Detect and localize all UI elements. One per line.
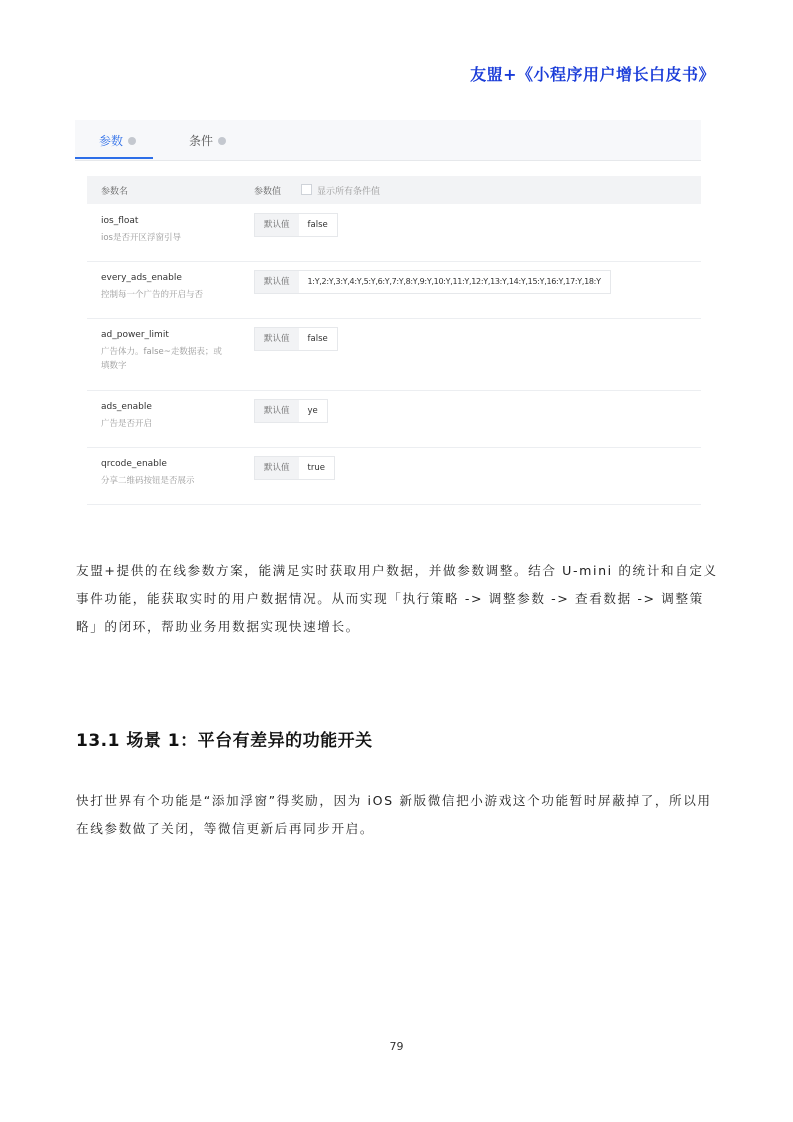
param-name: ad_power_limit bbox=[101, 330, 169, 340]
document-header-title: 友盟+《小程序用户增长白皮书》 bbox=[470, 65, 715, 84]
column-param-value: 参数值 bbox=[254, 187, 282, 197]
param-value-field[interactable] bbox=[254, 399, 328, 423]
default-tag: 默认值 bbox=[255, 457, 299, 479]
section-heading: 13.1 场景 1：平台有差异的功能开关 bbox=[76, 731, 373, 751]
default-tag: 默认值 bbox=[255, 400, 299, 422]
param-description: 分享二维码按钮是否展示 bbox=[101, 476, 195, 486]
param-name: every_ads_enable bbox=[101, 273, 182, 283]
param-description: 广告体力。false~走数据表；或填数字 bbox=[101, 347, 222, 371]
table-row bbox=[87, 318, 701, 391]
page-number: 79 bbox=[389, 1040, 404, 1053]
tab-params-label: 参数 bbox=[99, 134, 124, 148]
default-tag: 默认值 bbox=[255, 328, 299, 350]
table-row bbox=[87, 390, 701, 448]
info-icon bbox=[128, 137, 136, 145]
param-value-field[interactable] bbox=[254, 213, 338, 237]
table-row bbox=[87, 447, 701, 505]
table-header bbox=[87, 176, 701, 204]
column-param-name: 参数名 bbox=[101, 187, 129, 197]
param-name: ios_float bbox=[101, 216, 139, 226]
param-description: 控制每一个广告的开启与否 bbox=[101, 290, 204, 300]
param-value: true bbox=[299, 457, 334, 479]
param-description: ios是否开区浮窗引导 bbox=[101, 233, 181, 243]
table-row bbox=[87, 261, 701, 319]
param-value-field[interactable] bbox=[254, 270, 611, 294]
intro-paragraph: 友盟+提供的在线参数方案，能满足实时获取用户数据，并做参数调整。结合 U-mini 的统计和自定义事件功能，能获取实时的用户数据情况。从而实现「执行策略 -> 调整参数 -> 查看数据 -> 调整策略」的闭环，帮助业务用数据实现快速增长。 bbox=[76, 563, 718, 634]
info-icon bbox=[218, 137, 226, 145]
param-value: false bbox=[299, 328, 337, 350]
default-tag: 默认值 bbox=[255, 271, 299, 293]
parameter-settings-screenshot bbox=[75, 120, 701, 512]
param-value-field[interactable] bbox=[254, 327, 338, 351]
param-value: false bbox=[299, 214, 337, 236]
param-value-field[interactable] bbox=[254, 456, 335, 480]
param-description: 广告是否开启 bbox=[101, 419, 153, 429]
active-tab-indicator bbox=[75, 157, 153, 159]
param-value: ye bbox=[299, 400, 327, 422]
tab-conditions[interactable] bbox=[189, 132, 226, 149]
table-row bbox=[87, 204, 701, 262]
param-value: 1:Y,2:Y,3:Y,4:Y,5:Y,6:Y,7:Y,8:Y,9:Y,10:Y,11:Y,12:Y,13:Y,14:Y,15:Y,16:Y,17:Y,18:Y bbox=[299, 271, 610, 293]
scenario-paragraph: 快打世界有个功能是“添加浮窗”得奖励，因为 iOS 新版微信把小游戏这个功能暂时屏蔽掉了，所以用在线参数做了关闭，等微信更新后再同步开启。 bbox=[76, 793, 712, 836]
tab-conditions-label: 条件 bbox=[189, 134, 214, 148]
tab-bar bbox=[75, 120, 701, 161]
default-tag: 默认值 bbox=[255, 214, 299, 236]
show-all-checkbox[interactable] bbox=[301, 184, 312, 195]
show-all-label: 显示所有条件值 bbox=[317, 187, 381, 197]
tab-params[interactable] bbox=[99, 132, 136, 149]
param-name: ads_enable bbox=[101, 402, 152, 412]
param-name: qrcode_enable bbox=[101, 459, 167, 469]
